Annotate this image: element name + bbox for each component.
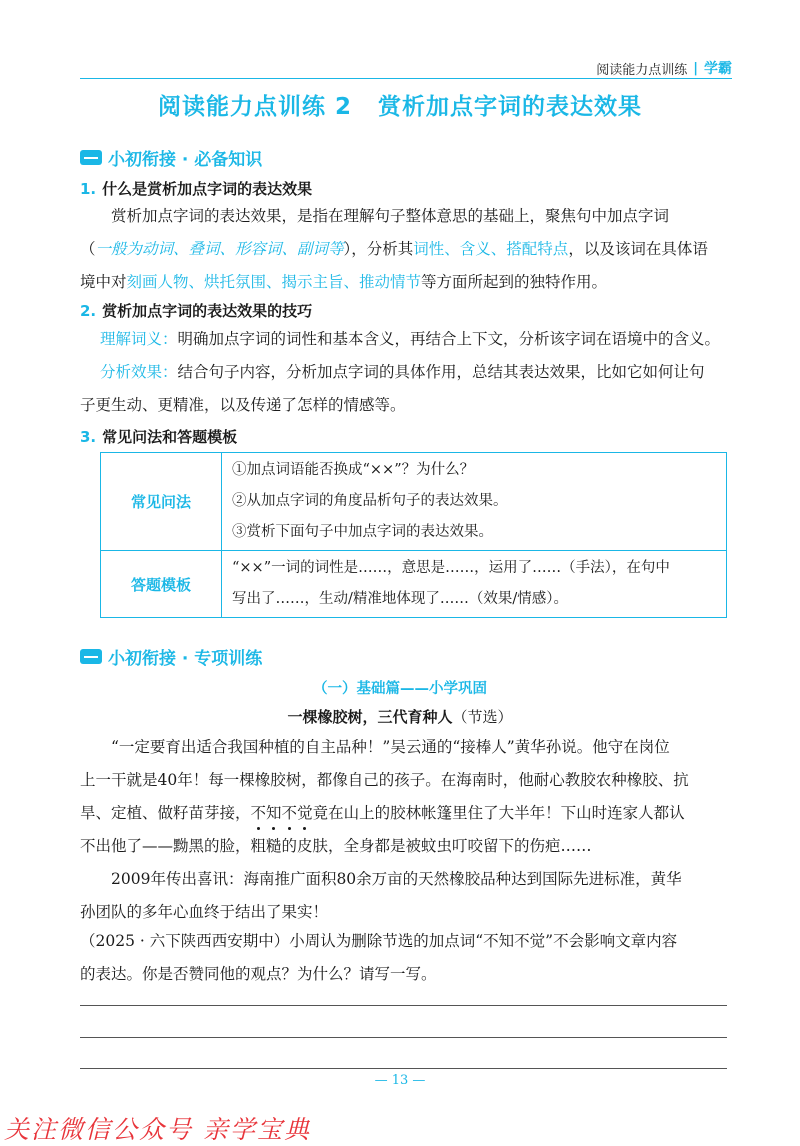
passage-line: 不出他了——黝黑的脸，粗糙的皮肤，全身都是被蚊虫叮咬留下的伤疤……	[80, 837, 592, 855]
table-row	[101, 551, 727, 618]
section-heading-training	[80, 644, 262, 669]
passage-title-text: 一棵橡胶树，三代育种人	[287, 708, 453, 726]
table-label-template: 答题模板	[101, 551, 222, 618]
para-line	[80, 233, 730, 266]
text: ，以及该词在具体语	[568, 240, 708, 258]
passage-line: 上一干就是40年！每一棵橡胶树，都像自己的孩子。在海南时，他耐心教胶农种橡胶、抗	[80, 771, 689, 789]
answer-template-table	[100, 452, 727, 618]
template-line: 写出了……，生动/精准地体现了……（效果/情感）。	[232, 591, 569, 607]
header-section: 阅读能力点训练	[596, 62, 688, 78]
table-row	[101, 453, 727, 551]
table-content-template	[222, 551, 727, 618]
highlight-text: 词性、含义、搭配特点	[413, 240, 569, 258]
item-number: 3.	[80, 428, 97, 446]
para-line	[80, 323, 730, 356]
running-header	[596, 58, 732, 78]
passage-line	[80, 797, 730, 830]
dotted-char: 不	[250, 804, 267, 822]
text: （	[80, 240, 96, 258]
para-line	[80, 356, 730, 389]
item-number: 1.	[80, 180, 97, 198]
para-line: 子更生动、更精准，以及传递了怎样的情感等。	[80, 396, 406, 414]
text: 明确加点字词的词性和基本含义，再结合上下文，分析该字词在语境中的含义。	[177, 330, 721, 348]
question-line: （2025 · 六下陕西西安期中）小周认为删除节选的加点词“不知不觉”不会影响文章内容	[80, 932, 678, 950]
section-bar-icon	[80, 150, 102, 165]
item-2-paragraph	[80, 323, 730, 422]
dotted-word	[251, 804, 313, 822]
highlight-text: 刻画人物、烘托氛围、揭示主旨、推动情节	[126, 273, 422, 291]
page-number: — 13 —	[374, 1073, 426, 1088]
watermark: 关注微信公众号 亲学宝典	[4, 1115, 311, 1144]
item-title: 赏析加点字词的表达效果的技巧	[102, 302, 313, 320]
title-main: 阅读能力点训练 2	[157, 94, 352, 120]
text: 结合句子内容，分析加点字词的具体作用，总结其表达效果，比如它如何让句	[177, 363, 705, 381]
text: 竟在山上的胶林帐篷里住了大半年！下山时连家人都认	[312, 804, 685, 822]
text: 等方面所起到的独特作用。	[421, 273, 608, 291]
passage-line: “一定要育出适合我国种植的自主品种！”吴云通的“接棒人”黄华孙说。他守在岗位	[111, 738, 670, 756]
highlight-text: 一般为动词、叠词、形容词、副词等	[95, 240, 344, 258]
dotted-char: 觉	[297, 804, 313, 822]
text: 境中对	[80, 273, 127, 291]
item-3-heading	[80, 426, 237, 447]
tip-tag: 理解词义：	[100, 330, 178, 348]
header-rule	[80, 78, 732, 79]
passage-line: 2009年传出喜讯：海南推广面积80余万亩的天然橡胶品种达到国际先进标准，黄华	[111, 870, 682, 888]
table-label-questions: 常见问法	[101, 453, 222, 551]
answer-line[interactable]	[80, 1068, 727, 1069]
text: ），分析其	[343, 240, 414, 258]
item-2-heading	[80, 300, 312, 321]
template-line: “××”一词的词性是……，意思是……，运用了……（手法），在句中	[232, 560, 670, 576]
question-line: ②从加点字词的角度品析句子的表达效果。	[232, 493, 508, 509]
page-title	[0, 88, 800, 121]
question-line: ①加点词语能否换成“××”？为什么？	[232, 462, 475, 478]
text: 旱、定植、做籽苗芽接，	[80, 804, 251, 822]
item-1-heading	[80, 178, 312, 199]
dotted-char: 知	[266, 804, 282, 822]
passage-body	[80, 731, 730, 929]
item-title: 什么是赏析加点字词的表达效果	[102, 180, 313, 198]
section-heading-text: 小初衔接 · 必备知识	[108, 150, 263, 170]
question-line: ③赏析下面句子中加点字词的表达效果。	[232, 524, 493, 540]
brand-logo: 学霸	[704, 61, 732, 77]
passage-line: 孙团队的多年心血终于结出了果实！	[80, 903, 329, 921]
answer-line[interactable]	[80, 1005, 727, 1006]
item-number: 2.	[80, 302, 97, 320]
section-heading-knowledge	[80, 145, 262, 170]
question-line: 的表达。你是否赞同他的观点？为什么？请写一写。	[80, 965, 437, 983]
para-line	[80, 266, 730, 299]
title-sub: 赏析加点字词的表达效果	[378, 94, 642, 120]
section-bar-icon	[80, 649, 102, 664]
passage-note: （节选）	[452, 708, 513, 726]
section-heading-text: 小初衔接 · 专项训练	[108, 649, 263, 669]
item-title: 常见问法和答题模板	[102, 428, 238, 446]
header-separator: |	[693, 60, 698, 76]
tip-tag: 分析效果：	[100, 363, 178, 381]
dotted-char: 不	[281, 804, 298, 822]
basic-level-label: （一）基础篇——小学巩固	[313, 681, 487, 697]
table-content-questions	[222, 453, 727, 551]
question-block	[80, 925, 730, 991]
item-1-paragraph	[80, 200, 730, 299]
passage-title	[0, 706, 800, 727]
para-line: 赏析加点字词的表达效果，是指在理解句子整体意思的基础上，聚焦句中加点字词	[111, 207, 670, 225]
answer-line[interactable]	[80, 1037, 727, 1038]
